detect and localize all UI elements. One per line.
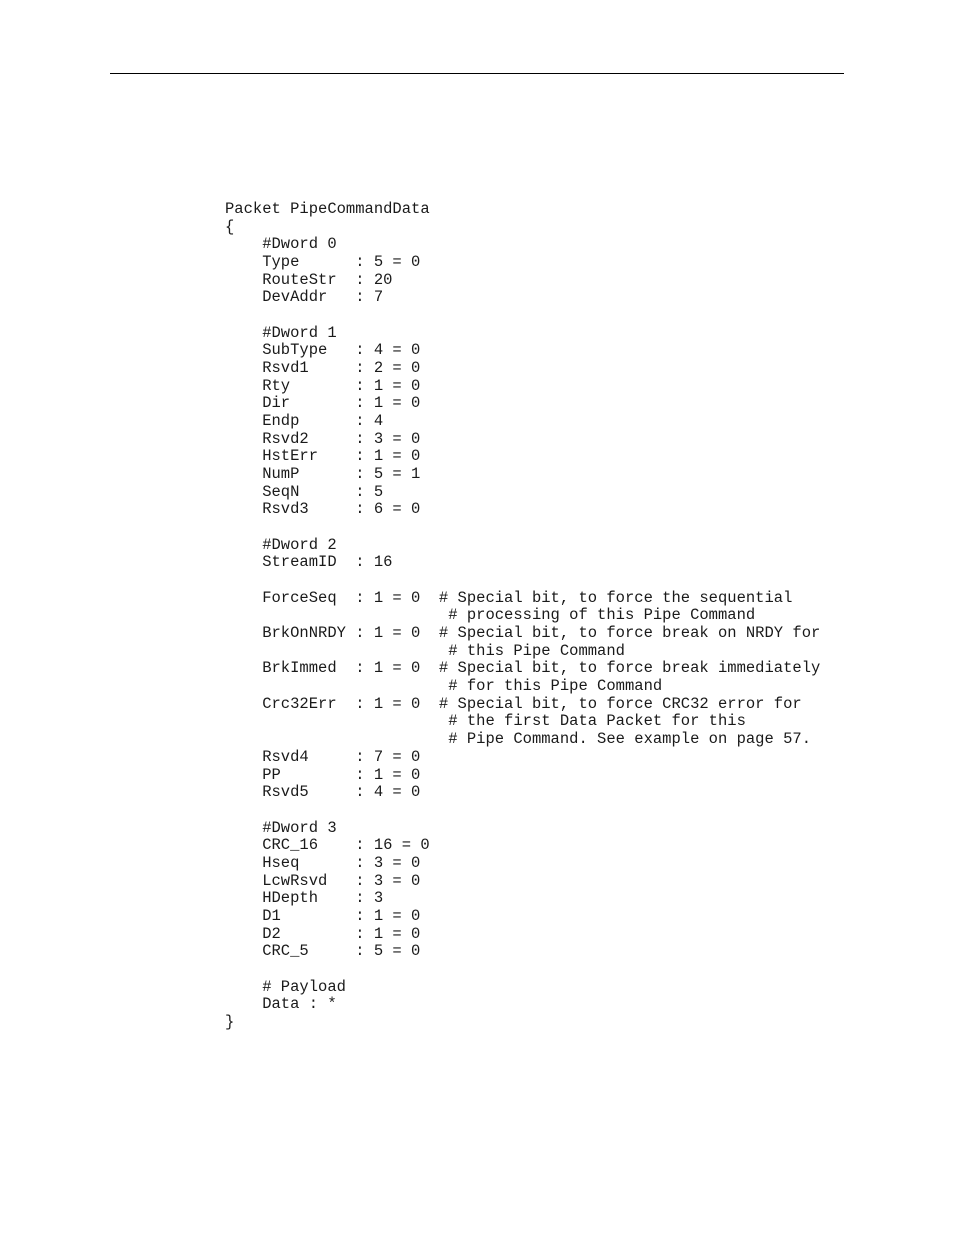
code-line: Crc32Err : 1 = 0 # Special bit, to force CRC32 error for bbox=[225, 694, 802, 713]
code-line: Data : * bbox=[225, 995, 337, 1014]
code-line: Dir : 1 = 0 bbox=[225, 394, 421, 413]
code-line: HstErr : 1 = 0 bbox=[225, 447, 421, 466]
code-line: # the first Data Packet for this bbox=[225, 712, 746, 731]
code-line: Rty : 1 = 0 bbox=[225, 376, 421, 395]
code-line bbox=[225, 961, 820, 979]
code-line: Rsvd1 : 2 = 0 bbox=[225, 359, 421, 378]
code-line: BrkImmed : 1 = 0 # Special bit, to force break immediately bbox=[225, 659, 821, 678]
code-listing bbox=[225, 201, 820, 1032]
code-line: } bbox=[225, 1012, 235, 1031]
code-line: CRC_5 : 5 = 0 bbox=[225, 942, 421, 961]
code-line: #Dword 2 bbox=[225, 535, 337, 554]
code-line: # Pipe Command. See example on page 57. bbox=[225, 730, 811, 749]
code-line: NumP : 5 = 1 bbox=[225, 465, 421, 484]
code-line: Endp : 4 bbox=[225, 412, 384, 431]
code-line: PP : 1 = 0 bbox=[225, 765, 421, 784]
code-line: # this Pipe Command bbox=[225, 641, 625, 660]
code-line: # for this Pipe Command bbox=[225, 677, 663, 696]
code-line: RouteStr : 20 bbox=[225, 270, 393, 289]
code-line: #Dword 3 bbox=[225, 818, 337, 837]
code-line: Packet PipeCommandData bbox=[225, 200, 430, 218]
code-line: SeqN : 5 bbox=[225, 482, 384, 501]
code-line bbox=[225, 802, 820, 820]
code-line: CRC_16 : 16 = 0 bbox=[225, 836, 430, 855]
code-line: #Dword 1 bbox=[225, 323, 337, 342]
code-line: DevAddr : 7 bbox=[225, 288, 384, 307]
code-line: StreamID : 16 bbox=[225, 553, 393, 572]
code-line: BrkOnNRDY : 1 = 0 # Special bit, to force break on NRDY for bbox=[225, 624, 821, 643]
header-rule bbox=[110, 73, 844, 74]
code-line: D1 : 1 = 0 bbox=[225, 906, 421, 925]
code-line: #Dword 0 bbox=[225, 235, 337, 254]
code-line bbox=[225, 519, 820, 537]
code-line: D2 : 1 = 0 bbox=[225, 924, 421, 943]
code-line: # processing of this Pipe Command bbox=[225, 606, 756, 625]
code-line bbox=[225, 572, 820, 590]
code-line: { bbox=[225, 217, 235, 236]
code-line: LcwRsvd : 3 = 0 bbox=[225, 871, 421, 890]
code-line: HDepth : 3 bbox=[225, 889, 384, 908]
code-line: SubType : 4 = 0 bbox=[225, 341, 421, 360]
code-line: Type : 5 = 0 bbox=[225, 253, 421, 272]
code-line: # Payload bbox=[225, 977, 346, 996]
code-line: ForceSeq : 1 = 0 # Special bit, to force the sequential bbox=[225, 588, 793, 607]
code-line: Rsvd4 : 7 = 0 bbox=[225, 747, 421, 766]
code-line: Hseq : 3 = 0 bbox=[225, 853, 421, 872]
code-line bbox=[225, 307, 820, 325]
code-line: Rsvd2 : 3 = 0 bbox=[225, 429, 421, 448]
code-line: Rsvd3 : 6 = 0 bbox=[225, 500, 421, 519]
code-line: Rsvd5 : 4 = 0 bbox=[225, 783, 421, 802]
